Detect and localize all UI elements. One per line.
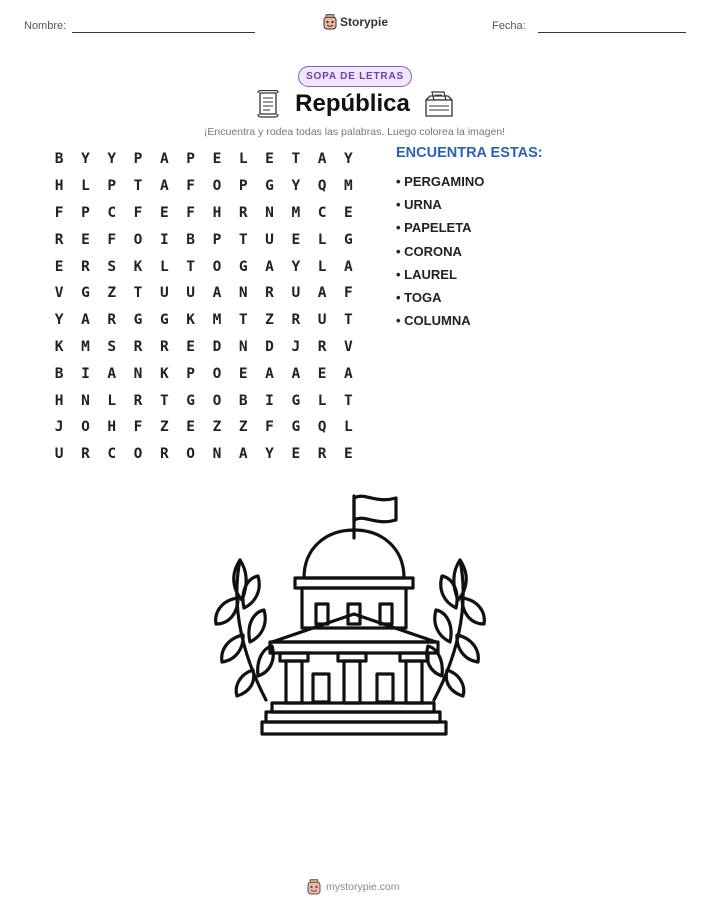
grid-letter[interactable]: N <box>265 204 274 221</box>
grid-letter[interactable]: U <box>159 285 169 302</box>
grid-letter[interactable]: S <box>107 338 117 355</box>
grid-letter[interactable]: L <box>317 258 327 275</box>
grid-letter[interactable]: U <box>291 285 301 302</box>
grid-row <box>46 334 362 361</box>
grid-letter[interactable]: E <box>291 446 301 463</box>
grid-letter[interactable]: R <box>291 312 301 329</box>
word-item: • LAUREL <box>396 266 457 282</box>
grid-letter[interactable]: O <box>133 231 143 248</box>
grid-letter[interactable]: T <box>133 178 143 195</box>
grid-row <box>46 146 362 173</box>
grid-letter[interactable]: L <box>81 178 90 195</box>
grid-letter[interactable]: H <box>54 392 64 409</box>
grid-letter[interactable]: A <box>344 365 353 382</box>
grid-letter[interactable]: E <box>238 365 248 382</box>
grid-letter[interactable]: F <box>54 204 64 221</box>
grid-letter[interactable]: L <box>107 392 117 409</box>
grid-letter[interactable]: E <box>265 151 274 168</box>
grid-letter[interactable]: K <box>54 338 64 355</box>
grid-letter[interactable]: O <box>212 258 222 275</box>
grid-letter[interactable]: G <box>238 258 248 275</box>
grid-letter[interactable]: F <box>186 178 195 195</box>
grid-letter[interactable]: A <box>291 365 301 382</box>
grid-letter[interactable]: C <box>107 204 117 221</box>
grid-letter[interactable]: F <box>186 204 195 221</box>
grid-letter[interactable]: N <box>238 338 248 355</box>
grid-letter[interactable]: B <box>238 392 248 409</box>
grid-letter[interactable]: E <box>344 446 353 463</box>
word-item: • PAPELETA <box>396 220 472 236</box>
grid-row <box>46 226 362 253</box>
grid-letter[interactable]: A <box>238 446 248 463</box>
grid-letter[interactable]: C <box>107 446 117 463</box>
storypie-logo-icon <box>323 14 337 30</box>
grid-letter[interactable]: P <box>212 231 222 248</box>
grid-letter[interactable]: T <box>344 392 353 409</box>
grid-letter[interactable]: V <box>344 338 353 355</box>
name-label: Nombre: <box>24 20 67 32</box>
word-list <box>396 170 484 332</box>
word-item: • TOGA <box>396 290 442 306</box>
date-line[interactable] <box>538 32 686 33</box>
word-item: • PERGAMINO <box>396 174 485 190</box>
word-list-title: ENCUENTRA ESTAS: <box>396 145 543 161</box>
page-title: República <box>295 90 410 117</box>
grid-letter[interactable]: R <box>81 446 90 463</box>
grid-letter[interactable]: G <box>291 392 301 409</box>
grid-letter[interactable]: E <box>212 151 222 168</box>
grid-letter[interactable]: G <box>265 178 274 195</box>
grid-letter[interactable]: R <box>238 204 248 221</box>
grid-letter[interactable]: A <box>81 312 90 329</box>
grid-letter[interactable]: U <box>54 446 64 463</box>
grid-letter[interactable]: R <box>265 285 274 302</box>
grid-letter[interactable]: H <box>212 204 222 221</box>
grid-letter[interactable]: H <box>107 419 117 436</box>
word-search-grid <box>46 146 362 468</box>
brand-logo <box>323 14 388 30</box>
grid-letter[interactable]: Z <box>265 312 274 329</box>
grid-letter[interactable]: L <box>159 258 169 275</box>
grid-letter[interactable]: Y <box>291 178 301 195</box>
grid-letter[interactable]: E <box>186 338 195 355</box>
grid-letter[interactable]: F <box>133 204 143 221</box>
instructions: ¡Encuentra y rodea todas las palabras. Luego colorea la imagen! <box>203 126 506 138</box>
grid-letter[interactable]: G <box>133 312 143 329</box>
grid-letter[interactable]: N <box>133 365 143 382</box>
grid-letter[interactable]: Y <box>344 151 353 168</box>
right-laurel <box>427 560 485 700</box>
grid-letter[interactable]: O <box>212 392 222 409</box>
grid-letter[interactable]: H <box>54 178 64 195</box>
grid-letter[interactable]: R <box>81 258 90 275</box>
grid-letter[interactable]: E <box>54 258 64 275</box>
grid-letter[interactable]: M <box>344 178 353 195</box>
grid-letter[interactable]: L <box>344 419 353 436</box>
grid-letter[interactable]: T <box>344 312 353 329</box>
grid-letter[interactable]: P <box>133 151 143 168</box>
grid-letter[interactable]: P <box>238 178 248 195</box>
grid-letter[interactable]: Z <box>159 419 169 436</box>
grid-letter[interactable]: G <box>81 285 90 302</box>
grid-letter[interactable]: N <box>212 446 222 463</box>
grid-letter[interactable]: P <box>186 151 195 168</box>
name-line[interactable] <box>72 32 255 33</box>
grid-letter[interactable]: O <box>212 178 222 195</box>
grid-letter[interactable]: O <box>133 446 143 463</box>
grid-letter[interactable]: Y <box>291 258 301 275</box>
grid-letter[interactable]: U <box>317 312 327 329</box>
grid-letter[interactable]: A <box>344 258 353 275</box>
grid-letter[interactable]: S <box>107 258 117 275</box>
grid-letter[interactable]: T <box>186 258 195 275</box>
grid-letter[interactable]: T <box>133 285 143 302</box>
grid-letter[interactable]: L <box>317 231 327 248</box>
scroll-icon <box>255 90 281 118</box>
grid-letter[interactable]: I <box>159 231 169 248</box>
grid-letter[interactable]: A <box>159 178 169 195</box>
grid-letter[interactable]: Z <box>107 285 117 302</box>
grid-row <box>46 253 362 280</box>
title-row <box>0 90 709 118</box>
grid-letter[interactable]: F <box>344 285 353 302</box>
grid-letter[interactable]: A <box>159 151 169 168</box>
grid-letter[interactable]: Q <box>317 178 327 195</box>
grid-letter[interactable]: G <box>291 419 301 436</box>
grid-letter[interactable]: O <box>81 419 90 436</box>
grid-letter[interactable]: A <box>317 285 327 302</box>
grid-letter[interactable]: Y <box>107 151 117 168</box>
grid-letter[interactable]: U <box>186 285 195 302</box>
grid-letter[interactable]: N <box>81 392 90 409</box>
grid-letter[interactable]: V <box>54 285 64 302</box>
grid-letter[interactable]: B <box>54 365 64 382</box>
grid-letter[interactable]: R <box>317 446 327 463</box>
grid-row <box>46 307 362 334</box>
ballot-box-icon <box>424 90 454 118</box>
grid-letter[interactable]: J <box>54 419 64 436</box>
footer <box>307 879 400 895</box>
grid-letter[interactable]: G <box>344 231 353 248</box>
grid-letter[interactable]: R <box>107 312 117 329</box>
grid-letter[interactable]: E <box>81 231 90 248</box>
grid-letter[interactable]: Y <box>81 151 90 168</box>
capitol-building-illustration <box>200 490 500 755</box>
grid-letter[interactable]: G <box>159 312 169 329</box>
activity-badge: SOPA DE LETRAS <box>298 66 412 87</box>
grid-letter[interactable]: J <box>291 338 301 355</box>
flag <box>354 496 396 521</box>
left-laurel <box>216 560 274 700</box>
grid-letter[interactable]: G <box>186 392 195 409</box>
grid-row <box>46 200 362 227</box>
grid-letter[interactable]: K <box>186 312 195 329</box>
grid-letter[interactable]: D <box>265 338 274 355</box>
grid-row <box>46 387 362 414</box>
grid-letter[interactable]: F <box>265 419 274 436</box>
grid-letter[interactable]: E <box>186 419 195 436</box>
word-item: • CORONA <box>396 243 462 259</box>
grid-letter[interactable]: N <box>238 285 248 302</box>
grid-letter[interactable]: Y <box>265 446 274 463</box>
grid-letter[interactable]: R <box>54 231 64 248</box>
grid-letter[interactable]: F <box>107 231 117 248</box>
grid-letter[interactable]: I <box>81 365 90 382</box>
grid-row <box>46 360 362 387</box>
grid-letter[interactable]: L <box>317 392 327 409</box>
grid-letter[interactable]: T <box>159 392 169 409</box>
grid-letter[interactable]: B <box>54 151 64 168</box>
grid-letter[interactable]: P <box>186 365 195 382</box>
grid-letter[interactable]: E <box>344 204 353 221</box>
grid-letter[interactable]: Q <box>317 419 327 436</box>
brand-name: Storypie <box>340 15 389 29</box>
grid-letter[interactable]: E <box>159 204 169 221</box>
grid-row <box>46 441 362 468</box>
grid-letter[interactable]: R <box>159 338 169 355</box>
grid-letter[interactable]: T <box>291 151 301 168</box>
grid-letter[interactable]: R <box>317 338 327 355</box>
grid-letter[interactable]: A <box>265 258 274 275</box>
grid-row <box>46 173 362 200</box>
grid-letter[interactable]: R <box>133 392 143 409</box>
grid-letter[interactable]: M <box>212 312 222 329</box>
storypie-logo-icon <box>307 879 321 895</box>
grid-letter[interactable]: B <box>186 231 195 248</box>
grid-letter[interactable]: T <box>238 312 248 329</box>
grid-letter[interactable]: Z <box>238 419 248 436</box>
grid-letter[interactable]: L <box>238 151 248 168</box>
grid-letter[interactable]: D <box>212 338 222 355</box>
grid-letter[interactable]: F <box>133 419 143 436</box>
word-item: • COLUMNA <box>396 313 471 329</box>
grid-letter[interactable]: A <box>265 365 274 382</box>
grid-letter[interactable]: M <box>81 338 90 355</box>
grid-row <box>46 414 362 441</box>
grid-letter[interactable]: R <box>159 446 169 463</box>
word-item: • URNA <box>396 197 442 213</box>
grid-letter[interactable]: Y <box>54 312 64 329</box>
grid-letter[interactable]: Z <box>212 419 222 436</box>
grid-letter[interactable]: U <box>265 231 274 248</box>
grid-letter[interactable]: A <box>107 365 117 382</box>
date-label: Fecha: <box>492 20 526 32</box>
grid-letter[interactable]: M <box>291 204 301 221</box>
grid-letter[interactable]: A <box>317 151 327 168</box>
grid-letter[interactable]: P <box>81 204 90 221</box>
grid-letter[interactable]: O <box>212 365 222 382</box>
grid-letter[interactable]: P <box>107 178 117 195</box>
footer-url[interactable]: mystorypie.com <box>326 881 400 893</box>
grid-letter[interactable]: T <box>238 231 248 248</box>
grid-letter[interactable]: K <box>133 258 143 275</box>
grid-letter[interactable]: R <box>133 338 143 355</box>
grid-letter[interactable]: O <box>186 446 195 463</box>
grid-letter[interactable]: K <box>159 365 169 382</box>
grid-letter[interactable]: I <box>265 392 274 409</box>
base-steps <box>262 722 446 734</box>
grid-letter[interactable]: E <box>317 365 327 382</box>
grid-row <box>46 280 362 307</box>
grid-letter[interactable]: C <box>317 204 327 221</box>
grid-letter[interactable]: E <box>291 231 301 248</box>
grid-letter[interactable]: A <box>212 285 222 302</box>
